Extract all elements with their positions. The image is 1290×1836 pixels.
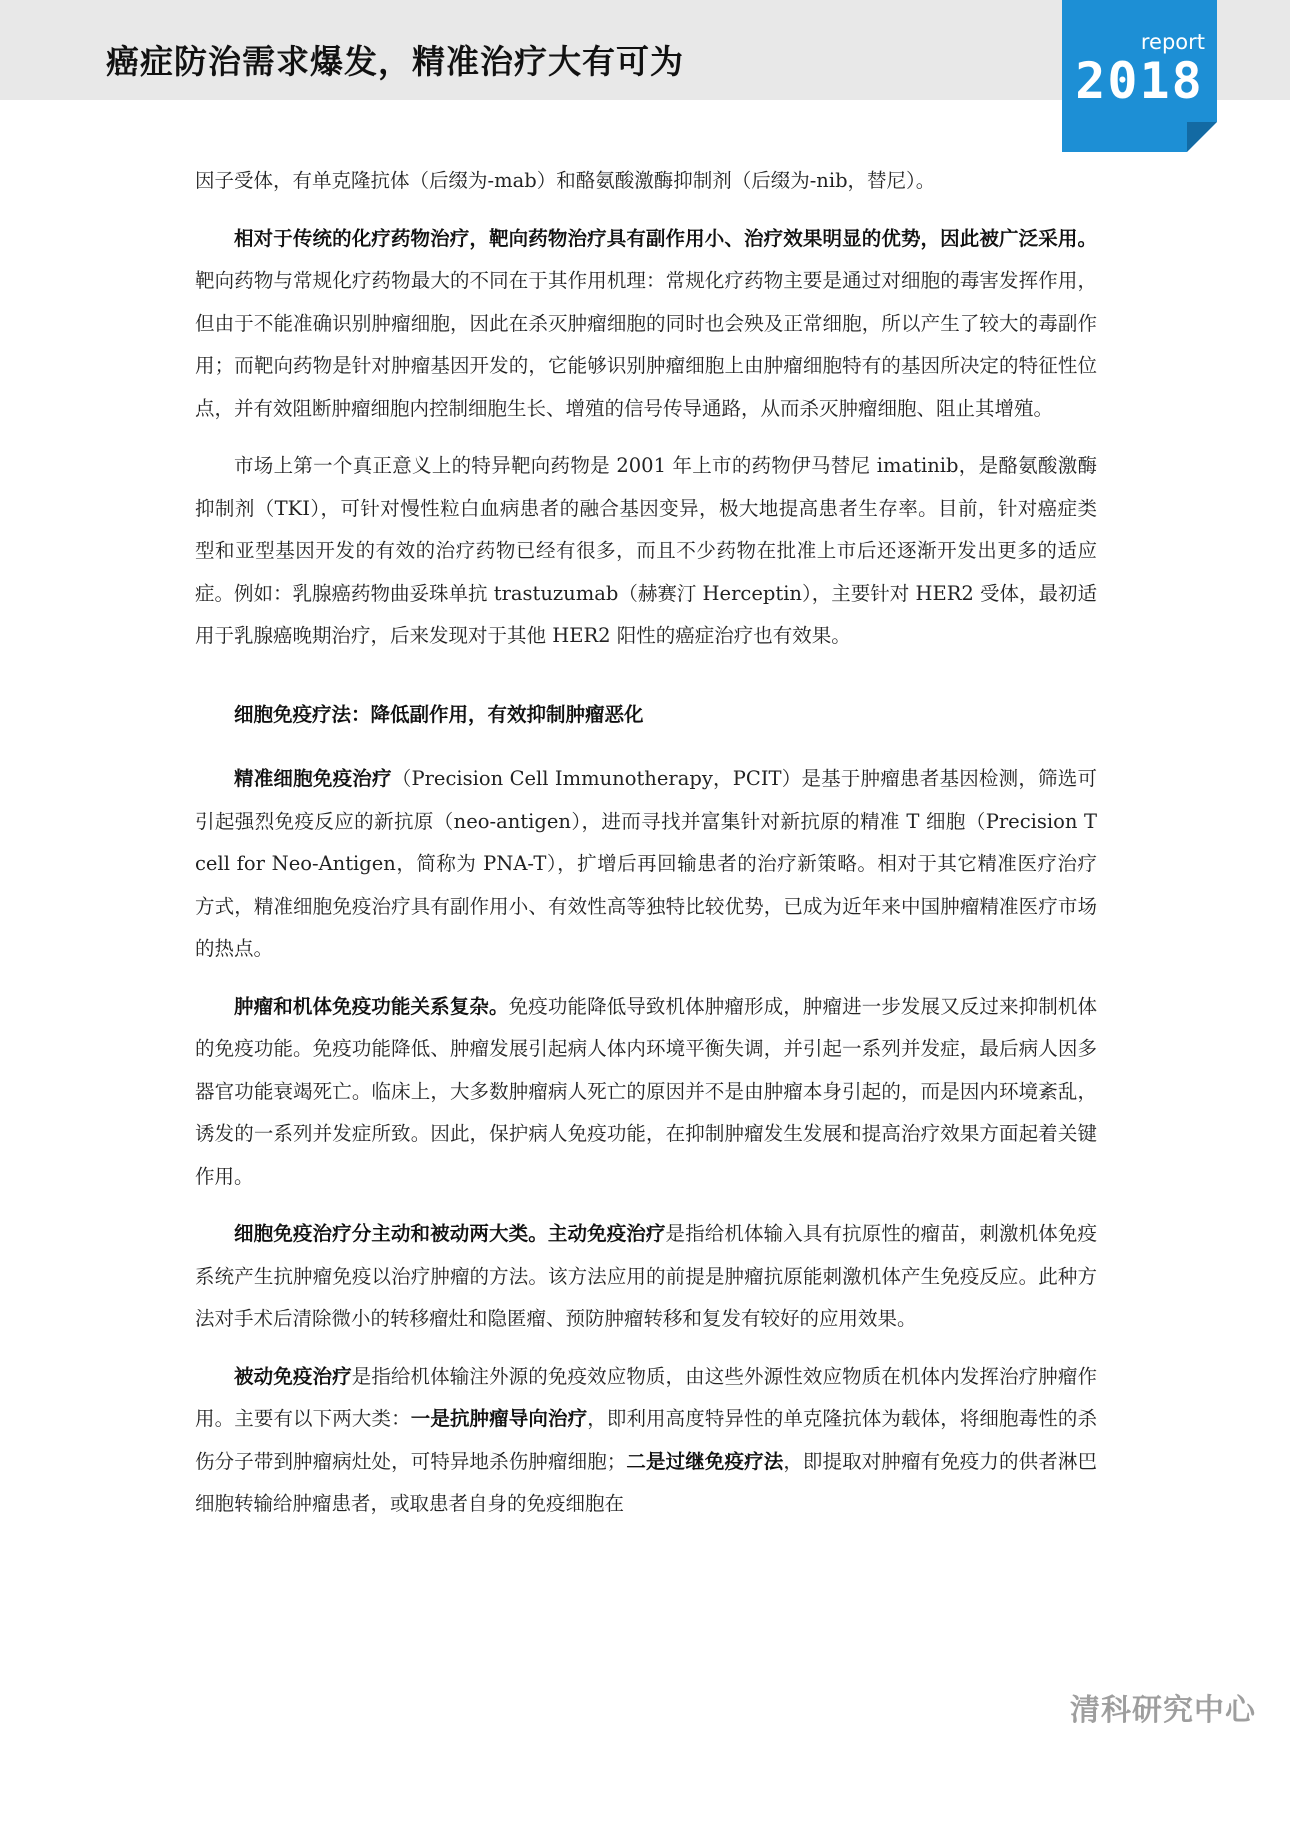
- report-year-badge: [1062, 0, 1217, 152]
- paragraph-lead-bold: 细胞免疫治疗分主动和被动两大类。: [234, 1222, 548, 1245]
- paragraph-text: 免疫功能降低导致机体肿瘤形成，肿瘤进一步发展又反过来抑制机体的免疫功能。免疫功能降低、肿瘤发展引起病人体内环境平衡失调，并引起一系列并发症，最后病人因多器官功能衰竭死亡。临床上，大多数肿瘤病人死亡的原因并不是由肿瘤本身引起的，而是因内环境紊乱，诱发的一系列并发症所致。因此，保护病人免疫功能，在抑制肿瘤发生发展和提高治疗效果方面起着关键作用。: [195, 994, 1097, 1188]
- paragraph-text: 因子受体，有单克隆抗体（后缀为-mab）和酪氨酸激酶抑制剂（后缀为-nib，替尼）。: [195, 169, 936, 192]
- badge-year: 2018: [1075, 52, 1204, 110]
- paragraph-text: 市场上第一个真正意义上的特异靶向药物是 2001 年上市的药物伊马替尼 imatinib，是酪氨酸激酶抑制剂（TKI），可针对慢性粒白血病患者的融合基因变异，极大地提高患者生存率。目前，针对癌症类型和亚型基因开发的有效的治疗药物已经有很多，而且不少药物在批准上市后还逐渐开发出更多的适应症。例如：乳腺癌药物曲妥珠单抗 trastuzumab（赫赛汀 Herceptin），主要针对 HER2 受体，最初适用于乳腺癌晚期治疗，后来发现对于其他 HER2 阳性的癌症治疗也有效果。: [195, 454, 1097, 647]
- paragraph-targeted-therapy-advantage: [195, 218, 1097, 431]
- paragraph-text: （Precision Cell Immunotherapy，PCIT）是基于肿瘤患者基因检测，筛选可引起强烈免疫反应的新抗原（neo-antigen），进而寻找并富集针对新抗原的精准 T 细胞（Precision T cell for Neo-Antigen，简称为 PNA-T），扩增后再回输患者的治疗新策略。相对于其它精准医疗治疗方式，精准细胞免疫治疗具有副作用小、有效性高等独特比较优势，已成为近年来中国肿瘤精准医疗市场的热点。: [195, 767, 1097, 960]
- paragraph-text: 靶向药物与常规化疗药物最大的不同在于其作用机理：常规化疗药物主要是通过对细胞的毒害发挥作用，但由于不能准确识别肿瘤细胞，因此在杀灭肿瘤细胞的同时也会殃及正常细胞，所以产生了较大的毒副作用；而靶向药物是针对肿瘤基因开发的，它能够识别肿瘤细胞上由肿瘤细胞特有的基因所决定的特征性位点，并有效阻断肿瘤细胞内控制细胞生长、增殖的信号传导通路，从而杀灭肿瘤细胞、阻止其增殖。: [195, 269, 1097, 420]
- paragraph-continuation: [195, 160, 1097, 203]
- paragraph-lead-bold: 精准细胞免疫治疗: [234, 767, 392, 790]
- paragraph-inline-bold: 主动免疫治疗: [547, 1222, 666, 1245]
- paragraph-lead-bold: 被动免疫治疗: [234, 1364, 352, 1388]
- paragraph-immune-function: [195, 986, 1097, 1199]
- section-heading: 细胞免疫疗法：降低副作用，有效抑制肿瘤恶化: [234, 702, 644, 726]
- page-title: 癌症防治需求爆发，精准治疗大有可为: [106, 42, 684, 81]
- paragraph-lead-bold: 相对于传统的化疗药物治疗，靶向药物治疗具有副作用小、治疗效果明显的优势，因此被广泛采用。: [234, 226, 1097, 250]
- badge-fold-corner: [1187, 122, 1217, 152]
- paragraph-text: ，即提取对肿瘤有免疫力的供者淋巴细胞转输给肿瘤患者，或取患者自身的免疫细胞在: [195, 1449, 1097, 1515]
- publisher-watermark: 清科研究中心: [1070, 1693, 1256, 1728]
- paragraph-text: 是指给机体输入具有抗原性的瘤苗，刺激机体免疫系统产生抗肿瘤免疫以治疗肿瘤的方法。该方法应用的前提是肿瘤抗原能刺激机体产生免疫反应。此种方法对手术后清除微小的转移瘤灶和隐匿瘤、预防肿瘤转移和复发有较好的应用效果。: [195, 1222, 1097, 1330]
- article-body: [195, 160, 1097, 1541]
- paragraph-imatinib: [195, 445, 1097, 658]
- paragraph-inline-bold: 一是抗肿瘤导向治疗: [410, 1407, 588, 1430]
- paragraph-lead-bold: 肿瘤和机体免疫功能关系复杂。: [234, 994, 509, 1018]
- paragraph-pcit: [195, 758, 1097, 971]
- badge-report-label: report: [1140, 30, 1205, 54]
- paragraph-active-immunotherapy: [195, 1213, 1097, 1341]
- paragraph-text: ，即利用高度特异性的单克隆抗体为载体，将细胞毒性的杀伤分子带到肿瘤病灶处，可特异地杀伤肿瘤细胞；: [195, 1407, 1097, 1473]
- paragraph-passive-immunotherapy: [195, 1356, 1097, 1526]
- paragraph-inline-bold: 二是过继免疫疗法: [626, 1449, 784, 1473]
- paragraph-text: 是指给机体输注外源的免疫效应物质，由这些外源性效应物质在机体内发挥治疗肿瘤作用。主要有以下两大类：: [195, 1364, 1097, 1430]
